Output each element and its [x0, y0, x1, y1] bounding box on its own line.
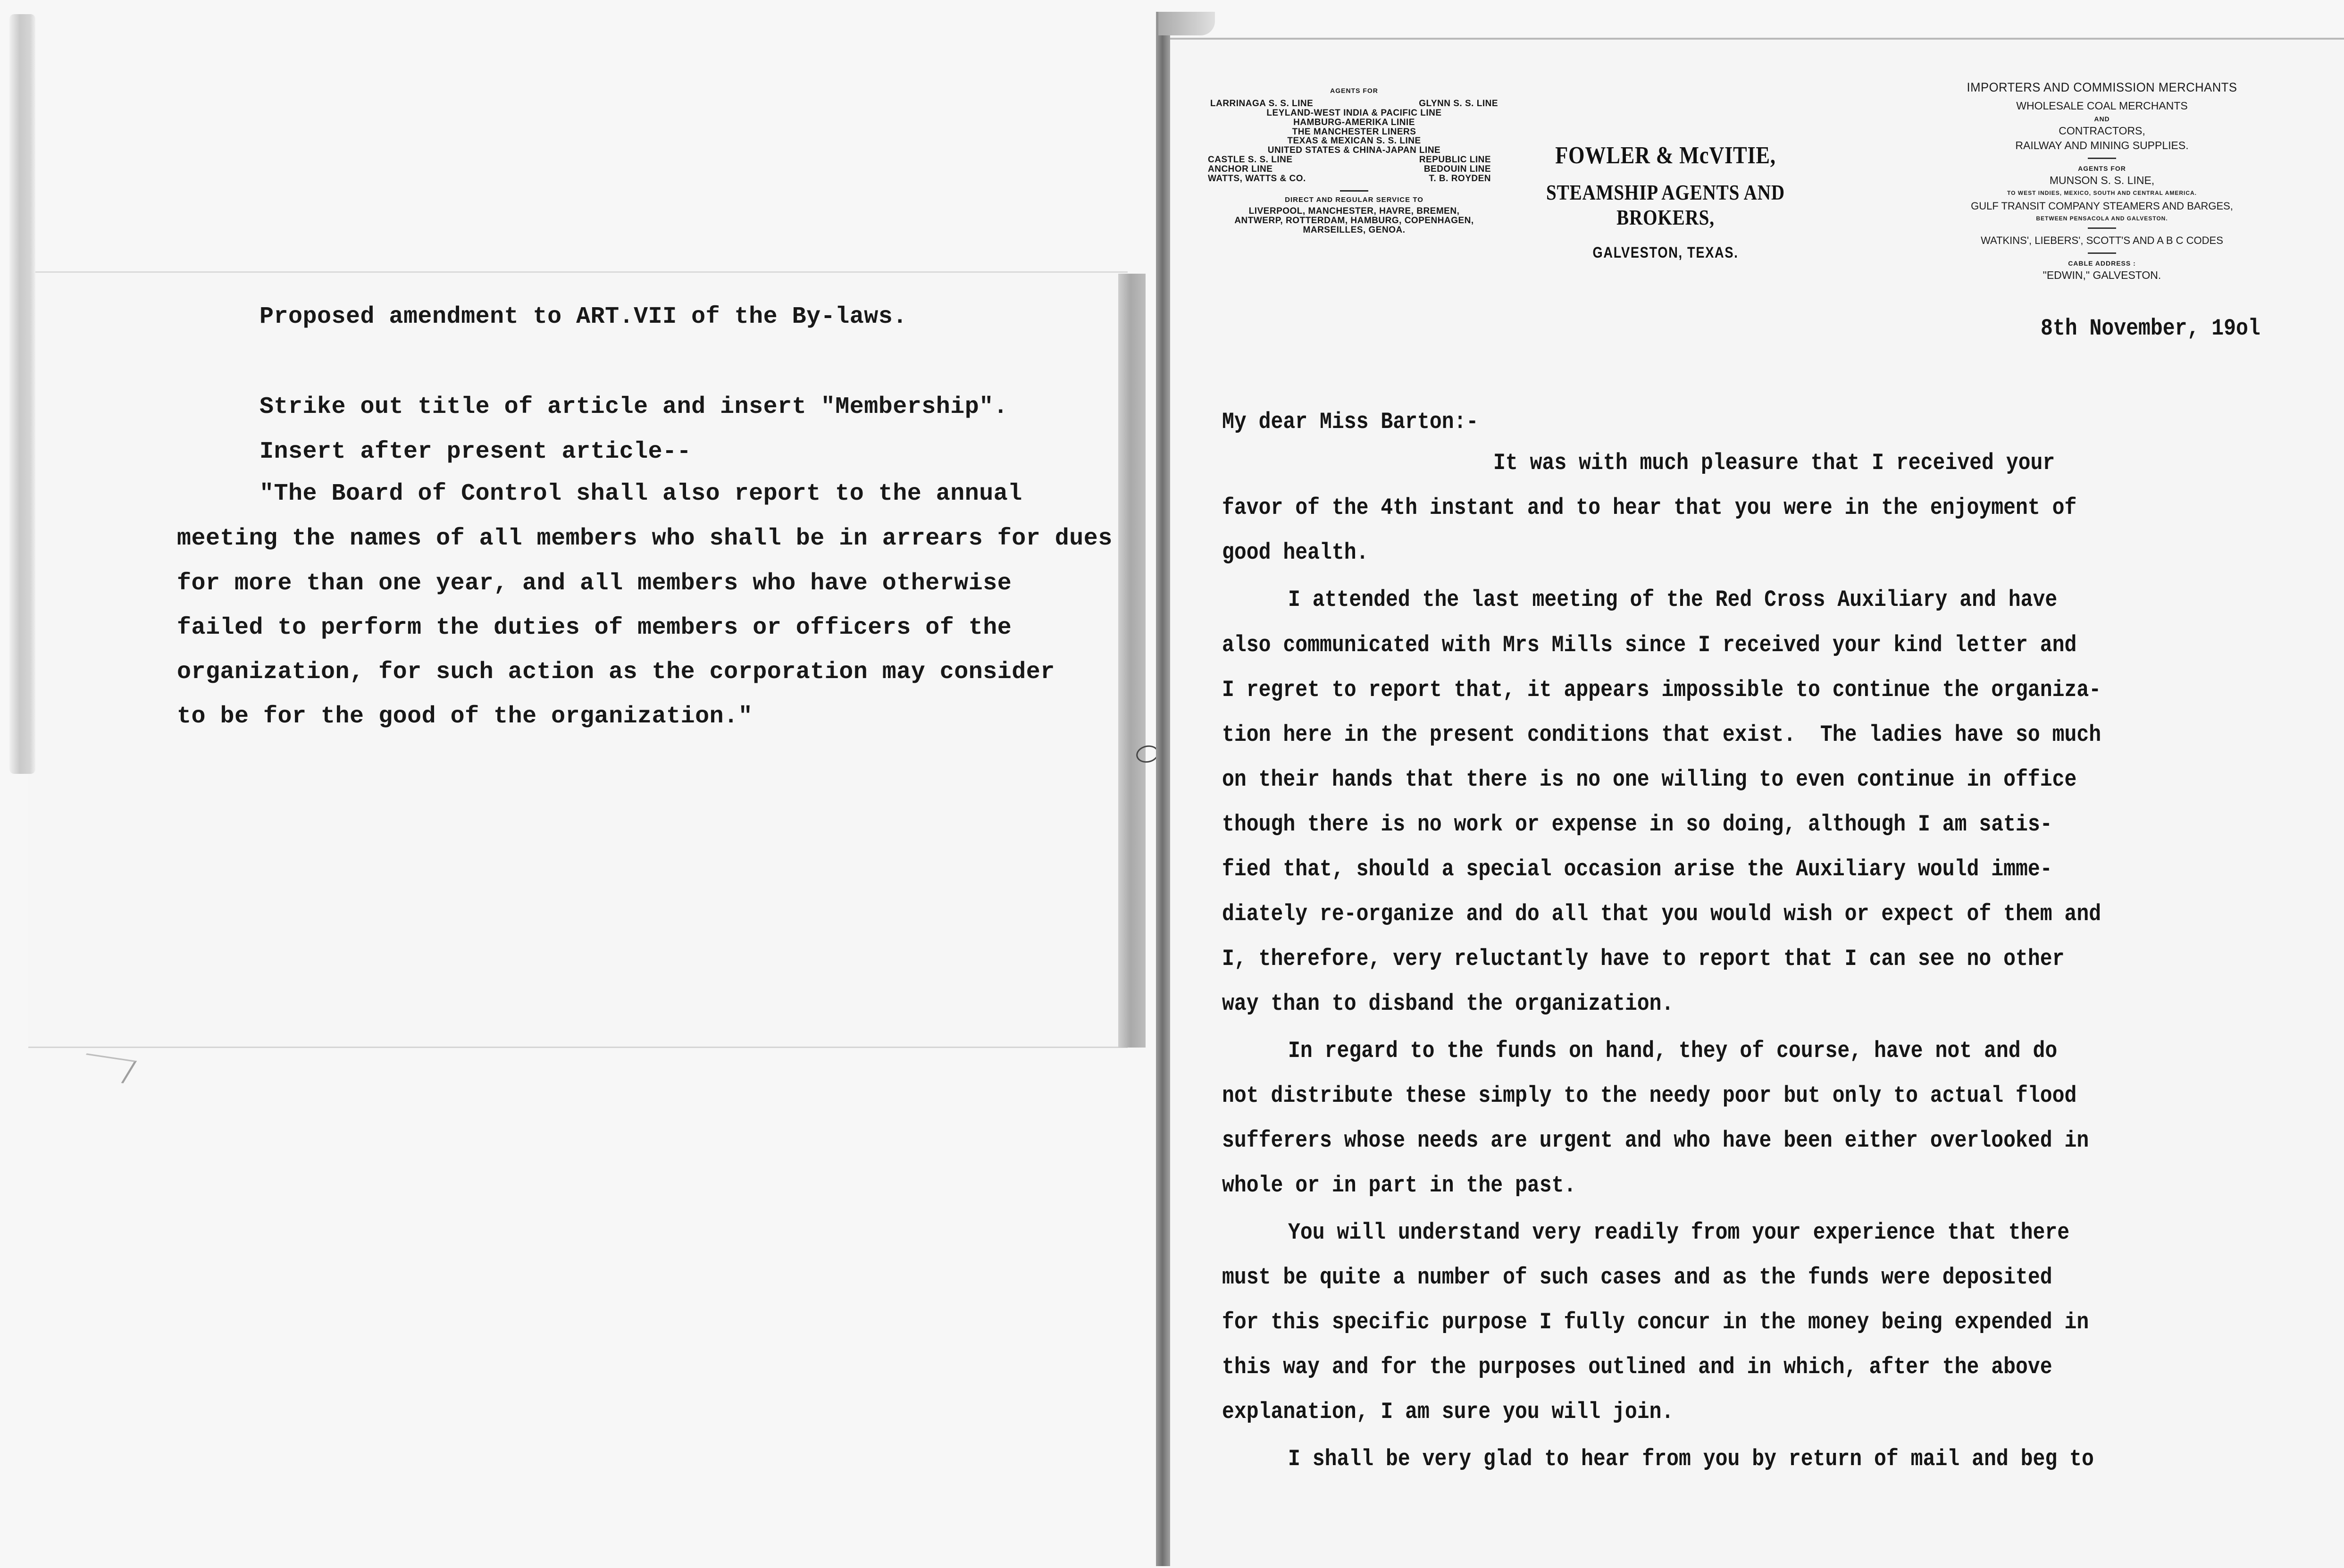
letterhead-services-block — [1920, 80, 2284, 282]
left-page-fold-shadow — [1118, 274, 1146, 1048]
letter-line: In regard to the funds on hand, they of course, have not and do — [1288, 1038, 2058, 1064]
amendment-line: Insert after present article-- — [260, 438, 692, 465]
munson-subline: TO WEST INDIES, MEXICO, SOUTH AND CENTRAL AMERICA. — [2007, 190, 2197, 196]
agent-line: LARRINAGA S. S. LINE — [1210, 98, 1314, 109]
cable-heading: CABLE ADDRESS : — [2068, 260, 2136, 267]
letter-line: favor of the 4th instant and to hear that you were in the enjoyment of — [1222, 495, 2077, 521]
letter-line: fied that, should a special occasion arise the Auxiliary would imme- — [1222, 856, 2052, 882]
service-heading: DIRECT AND REGULAR SERVICE TO — [1285, 196, 1423, 204]
service-line: ANTWERP, ROTTERDAM, HAMBURG, COPENHAGEN, — [1234, 215, 1474, 226]
agent-line: LEYLAND-WEST INDIA & PACIFIC LINE — [1266, 108, 1442, 118]
agent-line: WATTS, WATTS & CO. — [1208, 174, 1306, 184]
letterhead-firm — [1513, 142, 1818, 261]
letter-line: for this specific purpose I fully concur in the money being expended in — [1222, 1309, 2089, 1335]
amendment-line: meeting the names of all members who shall be in arrears for dues — [177, 525, 1113, 552]
amendment-line: Strike out title of article and insert "Membership". — [260, 394, 1008, 420]
letter-line: on their hands that there is no one willing to even continue in office — [1222, 766, 2077, 793]
letter-line: explanation, I am sure you will join. — [1222, 1399, 1674, 1425]
letter-line: also communicated with Mrs Mills since I received your kind letter and — [1222, 632, 2077, 658]
letter-line: I shall be very glad to hear from you by return of mail and beg to — [1288, 1446, 2094, 1472]
agent-line: UNITED STATES & CHINA-JAPAN LINE — [1267, 145, 1441, 156]
agent-line: BEDOUIN LINE — [1423, 164, 1491, 175]
agents-heading: AGENTS FOR — [1330, 87, 1378, 94]
letter-line: You will understand very readily from your experience that there — [1288, 1219, 2070, 1246]
letter-date: 8th November, 19ol — [2041, 315, 2260, 342]
divider-rule — [2088, 252, 2116, 254]
agent-line: REPUBLIC LINE — [1419, 155, 1491, 165]
letter-line: this way and for the purposes outlined and in which, after the above — [1222, 1354, 2052, 1380]
letter-line: diately re-organize and do all that you would wish or expect of them and — [1222, 901, 2101, 927]
letter-corner-curl — [1158, 12, 1215, 35]
paper-tab-mark — [73, 1053, 137, 1083]
divider-rule — [1340, 190, 1368, 192]
amendment-line: failed to perform the duties of members or officers of the — [177, 614, 1012, 641]
divider-rule — [2088, 158, 2116, 159]
letter-line: I, therefore, very reluctantly have to report that I can see no other — [1222, 946, 2065, 972]
letter-line: sufferers whose needs are urgent and who have been either overlooked in — [1222, 1127, 2089, 1154]
left-page-edge-shadow — [9, 14, 35, 774]
firm-name: FOWLER & McVITIE, — [1555, 142, 1776, 169]
coal-line: WHOLESALE COAL MERCHANTS — [2016, 100, 2188, 112]
amendment-title: Proposed amendment to ART.VII of the By-laws. — [260, 303, 907, 330]
supplies-line: RAILWAY AND MINING SUPPLIES. — [2015, 139, 2189, 151]
letter-line: tion here in the present conditions that exist. The ladies have so much — [1222, 721, 2101, 748]
codes-line: WATKINS', LIEBERS', SCOTT'S AND A B C CODES — [1981, 235, 2223, 246]
agent-line: GLYNN S. S. LINE — [1419, 98, 1498, 109]
letter-line: whole or in part in the past. — [1222, 1172, 1576, 1199]
letter-line: though there is no work or expense in so doing, although I am satis- — [1222, 811, 2052, 838]
agent-line: THE MANCHESTER LINERS — [1292, 126, 1416, 137]
divider-rule — [2088, 227, 2116, 229]
letter-line: I attended the last meeting of the Red Cross Auxiliary and have — [1288, 587, 2058, 613]
letter-salutation: My dear Miss Barton:- — [1222, 409, 1479, 435]
letter-left-edge-shadow — [1156, 12, 1170, 1566]
letter-line: must be quite a number of such cases and as the funds were deposited — [1222, 1264, 2052, 1291]
letterhead-agents-block — [1198, 87, 1510, 235]
amendment-line: organization, for such action as the corporation may consider — [177, 659, 1055, 686]
amendment-line: "The Board of Control shall also report to the annual — [260, 480, 1022, 507]
gulf-subline: BETWEEN PENSACOLA AND GALVESTON. — [2036, 215, 2168, 222]
service-line: LIVERPOOL, MANCHESTER, HAVRE, BREMEN, — [1248, 206, 1460, 216]
agent-line: CASTLE S. S. LINE — [1208, 155, 1293, 165]
letter-line: way than to disband the organization. — [1222, 990, 1674, 1017]
cable-address: "EDWIN," GALVESTON. — [2043, 269, 2161, 281]
firm-subtitle: STEAMSHIP AGENTS AND BROKERS, — [1546, 180, 1785, 229]
firm-city: GALVESTON, TEXAS. — [1592, 244, 1739, 261]
service-line: MARSEILLES, GENOA. — [1303, 225, 1406, 235]
agent-line: T. B. ROYDEN — [1429, 174, 1491, 184]
agent-line: HAMBURG-AMERIKA LINIE — [1293, 117, 1415, 127]
letter-line: It was with much pleasure that I received your — [1493, 450, 2055, 476]
importers-line: IMPORTERS AND COMMISSION MERCHANTS — [1967, 80, 2237, 94]
amendment-line: for more than one year, and all members who have otherwise — [177, 570, 1012, 597]
gulf-line: GULF TRANSIT COMPANY STEAMERS AND BARGES, — [1971, 200, 2233, 212]
agents-heading: AGENTS FOR — [2078, 165, 2126, 172]
agent-line: ANCHOR LINE — [1208, 164, 1273, 175]
letter-line: I regret to report that, it appears impossible to continue the organiza- — [1222, 677, 2101, 703]
munson-line: MUNSON S. S. LINE, — [2049, 174, 2155, 186]
amendment-line: to be for the good of the organization." — [177, 703, 753, 730]
contractors-line: CONTRACTORS, — [2059, 125, 2145, 137]
and-line: AND — [2094, 115, 2110, 123]
letter-line: not distribute these simply to the needy poor but only to actual flood — [1222, 1082, 2077, 1109]
agent-line: TEXAS & MEXICAN S. S. LINE — [1287, 136, 1421, 146]
letter-line: good health. — [1222, 539, 1369, 566]
